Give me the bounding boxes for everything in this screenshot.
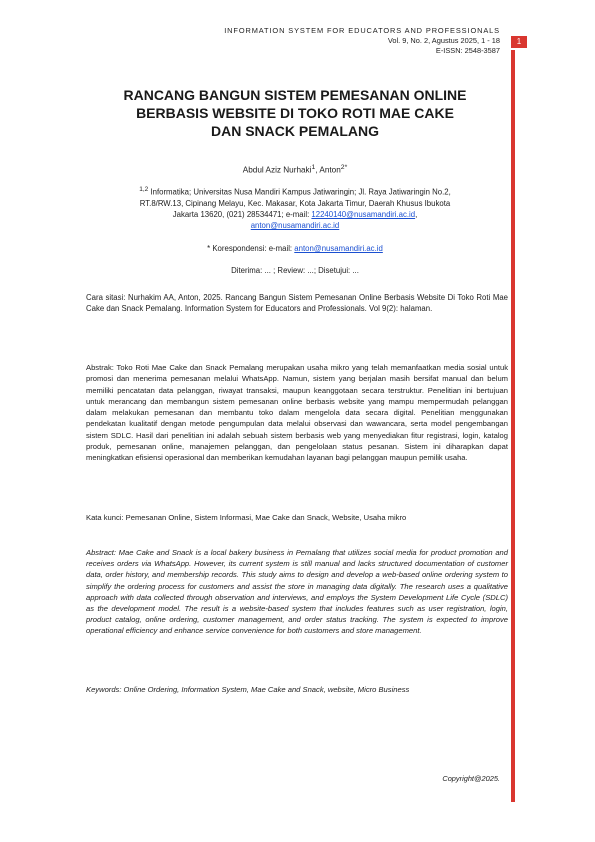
affiliation-line: RT.8/RW.13, Cipinang Melayu, Kec. Makasar, Kota Jakarta Timur, Daerah Khusus Ibukota — [139, 198, 451, 208]
email-separator: , — [415, 209, 418, 219]
author-name: , Anton — [315, 165, 341, 175]
keywords-indonesian: Kata kunci: Pemesanan Online, Sistem Informasi, Mae Cake dan Snack, Website, Usaha mikro — [86, 513, 407, 522]
page-number-badge: 1 — [511, 36, 527, 48]
affiliation — [85, 184, 505, 231]
journal-volume: Vol. 9, No. 2, Agustus 2025, 1 - 18 — [387, 36, 500, 45]
accent-vertical-line — [511, 50, 515, 802]
copyright-notice: Copyright@2025. — [442, 774, 500, 783]
abstract-english: Abstract: Mae Cake and Snack is a local bakery business in Pemalang that utilizes social media for product promotion and receives orders via WhatsApp. However, its current system is still manual and lacks structured documentation of customer data, order history, and membership records. This study aims to design and develop a web-based online ordering system to simplify the ordering process for customers and assist the store in managing data digitally. The research uses a qualitative approach with data collected through observation and interviews, and employs the System Development Life Cycle (SDLC) as the development model. The result is a website-based system that includes features such as user registration, login, product catalog, online ordering, customer management, and order status tracking. The system is expected to improve operational efficiency and enhance service convenience for both customers and store management. — [86, 548, 508, 636]
journal-name: INFORMATION SYSTEM FOR EDUCATORS AND PROFESSIONALS — [224, 26, 500, 35]
correspondence-label: * Korespondensi: e-mail: — [207, 244, 295, 253]
email-link[interactable]: 12240140@nusamandiri.ac.id — [311, 209, 416, 219]
paper-title — [85, 86, 505, 140]
affiliation-sup: 1,2 — [139, 186, 149, 193]
affiliation-line: Jakarta 13620, (021) 28534471; e-mail: — [172, 209, 312, 219]
title-line: DAN SNACK PEMALANG — [211, 123, 379, 139]
keywords-english: Keywords: Online Ordering, Information System, Mae Cake and Snack, website, Micro Business — [86, 685, 410, 694]
journal-issn: E-ISSN: 2548-3587 — [435, 46, 500, 55]
email-link[interactable]: anton@nusamandiri.ac.id — [250, 220, 340, 230]
email-link[interactable]: anton@nusamandiri.ac.id — [294, 244, 383, 253]
author-sup: 1 — [311, 164, 316, 171]
citation: Cara sitasi: Nurhakim AA, Anton, 2025. Rancang Bangun Sistem Pemesanan Online Berbasis Website Di Toko Roti Mae Cake dan Snack Pemalang. Information System for Educators and Professionals. Vol 9(2): halaman. — [86, 293, 508, 313]
title-line: RANCANG BANGUN SISTEM PEMESANAN ONLINE — [123, 87, 467, 103]
abstract-indonesian: Abstrak: Toko Roti Mae Cake dan Snack Pemalang merupakan usaha mikro yang telah memanfaatkan media sosial untuk promosi dan menerima pemesanan melalui WhatsApp. Namun, sistem yang berjalan masih bersifat manual dan belum memiliki pencatatan data pelanggan, riwayat transaksi, maupun keanggotaan secara terstruktur. Penelitian ini bertujuan untuk merancang dan membangun sistem pemesanan online berbasis website yang mampu mempermudah pelanggan dalam melakukan pemesanan dan membantu toko dalam mengelola data secara digital. Penelitian menggunakan pendekatan kualitatif dengan metode pengumpulan data melalui observasi dan wawancara, serta model pengembangan sistem SDLC. Hasil dari penelitian ini adalah sebuah sistem berbasis web yang menyediakan fitur registrasi, login, katalog produk, pemesanan online, manajemen pelanggan, dan pengelolaan status pesanan. Sistem ini diharapkan dapat meningkatkan efisiensi operasional dan memberikan kemudahan layanan bagi pelanggan maupun pemilik usaha. — [86, 363, 508, 463]
submission-dates: Diterima: ... ; Review: ...; Disetujui: ... — [231, 266, 359, 275]
journal-header — [224, 26, 500, 56]
author-sup: 2* — [340, 164, 348, 171]
author-name: Abdul Aziz Nurhaki — [242, 165, 312, 175]
title-line: BERBASIS WEBSITE DI TOKO ROTI MAE CAKE — [136, 105, 454, 121]
affiliation-line: Informatika; Universitas Nusa Mandiri Kampus Jatiwaringin; Jl. Raya Jatiwaringin No.2, — [148, 187, 451, 197]
author-list — [85, 164, 505, 175]
correspondence — [85, 244, 505, 253]
